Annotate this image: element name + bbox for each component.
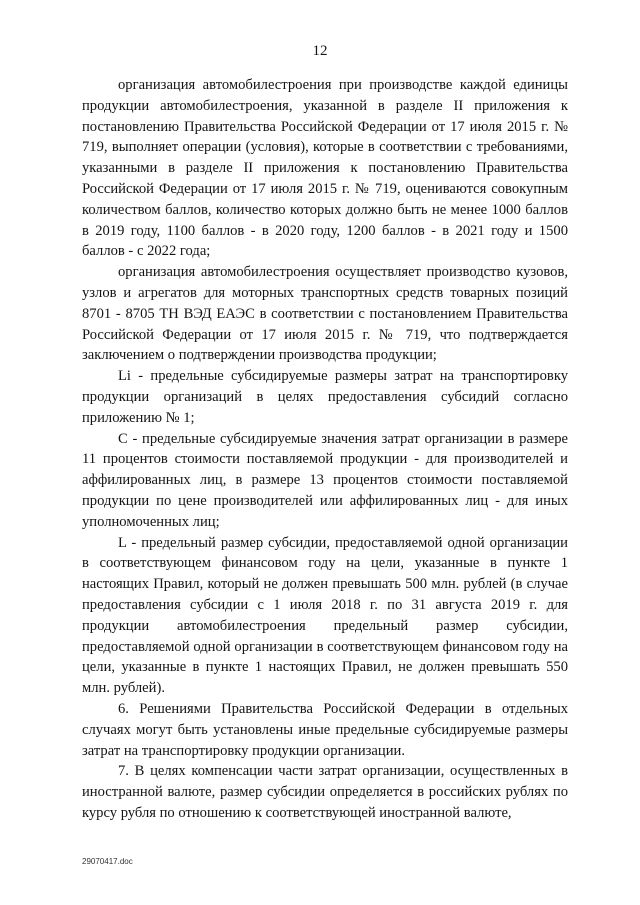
- paragraph-clause-6: 6. Решениями Правительства Российской Федерации в отдельных случаях могут быть установлены иные предельные субсидируемые размеры затрат на транспортировку продукции организации.: [82, 700, 568, 759]
- footer-file-code: 29070417.doc: [82, 857, 133, 866]
- paragraph-li-definition: Li - предельные субсидируемые размеры затрат на транспортировку продукции организаций в целях предоставления субсидий согласно приложению № 1;: [82, 368, 568, 426]
- paragraph-body-production: организация автомобилестроения осуществляет производство кузовов, узлов и агрегатов для моторных транспортных средств товарных позиций 8701 - 8705 ТН ВЭД ЕАЭС в соответствии с постановлением Правительства Российской Федерации от 17 июля 2015 г. № 719, что подтверждается заключением о подтверждении производства продукции;: [82, 264, 568, 364]
- paragraph-production-points: организация автомобилестроения при производстве каждой единицы продукции автомобилестроения, указанной в разделе II приложения к постановлению Правительства Российской Федерации от 17 июля 2015 г. № 719, выполняет операции (условия), которые в соответствии с требованиями, указанными в разделе II приложения к постановлению Правительства Российской Федерации от 17 июля 2015 г. № 719, оцениваются совокупным количеством баллов, количество которых должно быть не менее 1000 баллов в 2019 году, 1100 баллов - в 2020 году, 1200 баллов - в 2021 году и 1500 баллов - с 2022 года;: [82, 77, 568, 260]
- page-number: 12: [312, 43, 328, 59]
- paragraph-c-definition: C - предельные субсидируемые значения затрат организации в размере 11 процентов стоимости поставляемой продукции - для производителей и аффилированных лиц, в размере 13 процентов стоимости поставляемой продукции по цене производителей или аффилированных лиц - для иных уполномоченных лиц;: [82, 430, 568, 530]
- paragraph-clause-7: 7. В целях компенсации части затрат организации, осуществленных в иностранной валюте, размер субсидии определяется в российских рублях по курсу рубля по отношению к соответствующей иностранной валюте,: [82, 763, 568, 821]
- paragraph-l-definition: L - предельный размер субсидии, предоставляемой одной организации в соответствующем финансовом году на цели, указанные в пункте 1 настоящих Правил, который не должен превышать 500 млн. рублей (в случае предоставления субсидии с 1 июля 2018 г. по 31 августа 2019 г. для продукции автомобилестроения предельный размер субсидии, предоставляемой одной организации в соответствующем финансовом году на цели, указанные в пункте 1 настоящих Правил, не должен превышать 550 млн. рублей).: [82, 534, 568, 697]
- document-body: [82, 75, 568, 824]
